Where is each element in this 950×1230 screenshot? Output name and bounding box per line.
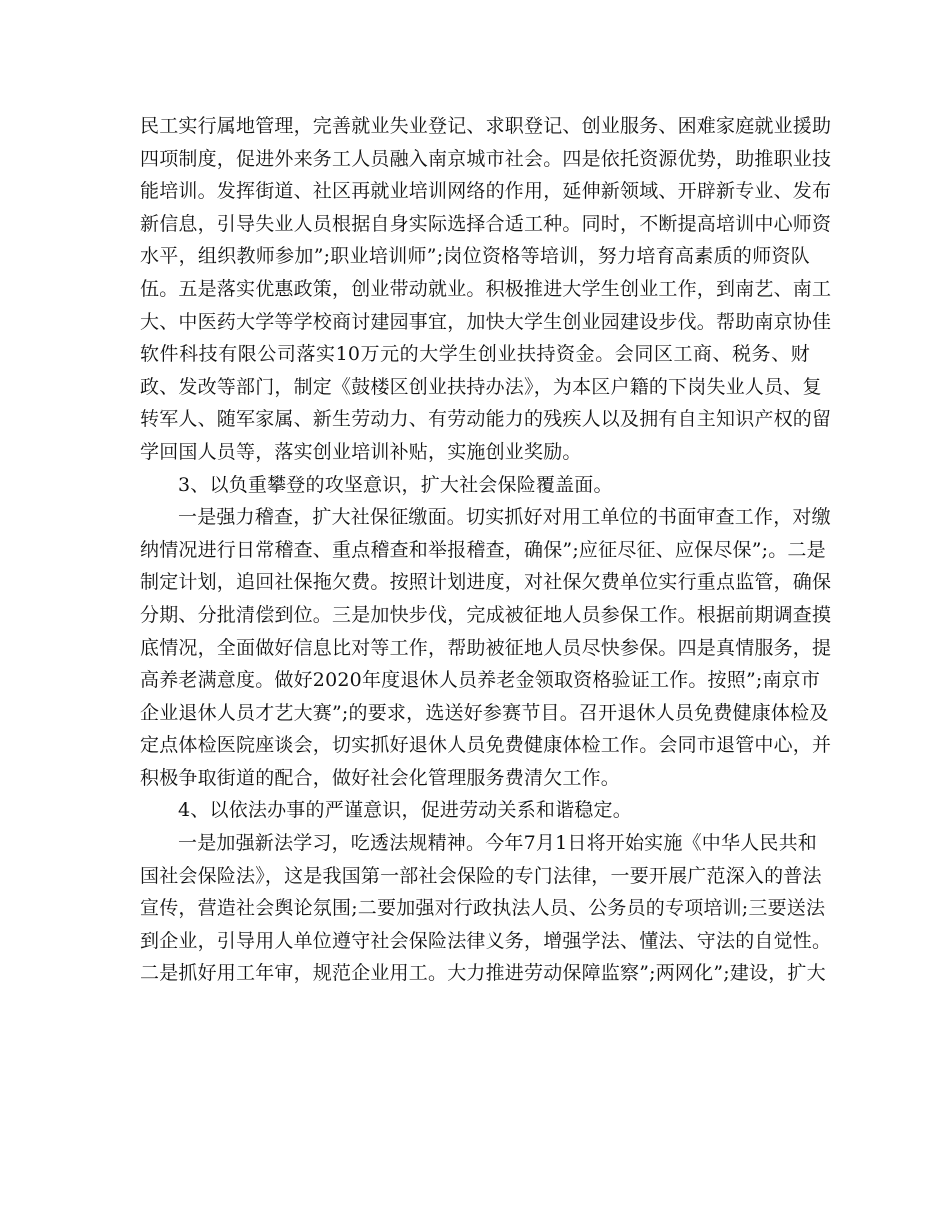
text-line: 定点体检医院座谈会，切实抓好退休人员免费健康体检工作。会同市退管中心，并 xyxy=(140,734,832,757)
text-line: 积极争取街道的配合，做好社会化管理服务费清欠工作。 xyxy=(140,766,621,789)
text-line: 能培训。发挥街道、社区再就业培训网络的作用，延伸新领域、开辟新专业、发布 xyxy=(140,180,832,203)
text-line: 大、中医药大学等学校商讨建园事宜，加快大学生创业园建设步伐。帮助南京协佳 xyxy=(140,310,832,333)
text-line: 学回国人员等，落实创业培训补贴，实施创业奖励。 xyxy=(140,440,582,463)
text-line: 宣传，营造社会舆论氛围;二要加强对行政执法人员、公务员的专项培训;三要送法 xyxy=(140,897,826,920)
text-line: 企业退休人员才艺大赛”;的要求，选送好参赛节目。召开退休人员免费健康体检及 xyxy=(140,701,829,724)
text-line: 制定计划，追回社保拖欠费。按照计划进度，对社保欠费单位实行重点监管，确保 xyxy=(140,571,832,594)
text-line: 民工实行属地管理，完善就业失业登记、求职登记、创业服务、困难家庭就业援助 xyxy=(140,115,832,137)
document-body xyxy=(140,110,832,990)
text-line: 分期、分批清偿到位。三是加快步伐，完成被征地人员参保工作。根据前期调查摸 xyxy=(140,603,832,626)
text-line: 国社会保险法》，这是我国第一部社会保险的专门法律，一要开展广范深入的普法 xyxy=(140,864,822,887)
text-line: 伍。五是落实优惠政策，创业带动就业。积极推进大学生创业工作，到南艺、南工 xyxy=(140,277,832,300)
text-line: 纳情况进行日常稽查、重点稽查和举报稽查，确保”;应征尽征、应保尽保”;。二是 xyxy=(140,538,826,561)
text-line: 一是加强新法学习，吃透法规精神。今年7月1日将开始实施《中华人民共和 xyxy=(178,832,817,855)
text-line: 一是强力稽查，扩大社保征缴面。切实抓好对用工单位的书面审查工作，对缴 xyxy=(178,506,831,529)
text-line: 高养老满意度。做好2020年度退休人员养老金领取资格验证工作。按照”;南京市 xyxy=(140,669,821,692)
section-heading: 3、以负重攀登的攻坚意识，扩大社会保险覆盖面。 xyxy=(178,473,613,496)
text-line: 二是抓好用工年审，规范企业用工。大力推进劳动保障监察”;两网化”;建设，扩大 xyxy=(140,962,826,985)
text-line: 软件科技有限公司落实10万元的大学生创业扶持资金。会同区工商、税务、财 xyxy=(140,343,810,366)
text-line: 政、发改等部门，制定《鼓楼区创业扶持办法》，为本区户籍的下岗失业人员、复 xyxy=(140,375,822,398)
text-line: 转军人、随军家属、新生劳动力、有劳动能力的残疾人以及拥有自主知识产权的留 xyxy=(140,408,832,431)
section-heading: 4、以依法办事的严谨意识，促进劳动关系和谐稳定。 xyxy=(178,799,632,822)
text-line: 四项制度，促进外来务工人员融入南京城市社会。四是依托资源优势，助推职业技 xyxy=(140,147,832,170)
text-line: 水平，组织教师参加”;职业培训师”;岗位资格等培训，努力培育高素质的师资队 xyxy=(140,245,810,268)
text-line: 到企业，引导用人单位遵守社会保险法律义务，增强学法、懂法、守法的自觉性。 xyxy=(140,929,832,952)
text-line: 新信息，引导失业人员根据自身实际选择合适工种。同时，不断提高培训中心师资 xyxy=(140,212,832,235)
text-line: 底情况，全面做好信息比对等工作，帮助被征地人员尽快参保。四是真情服务，提 xyxy=(140,636,832,659)
